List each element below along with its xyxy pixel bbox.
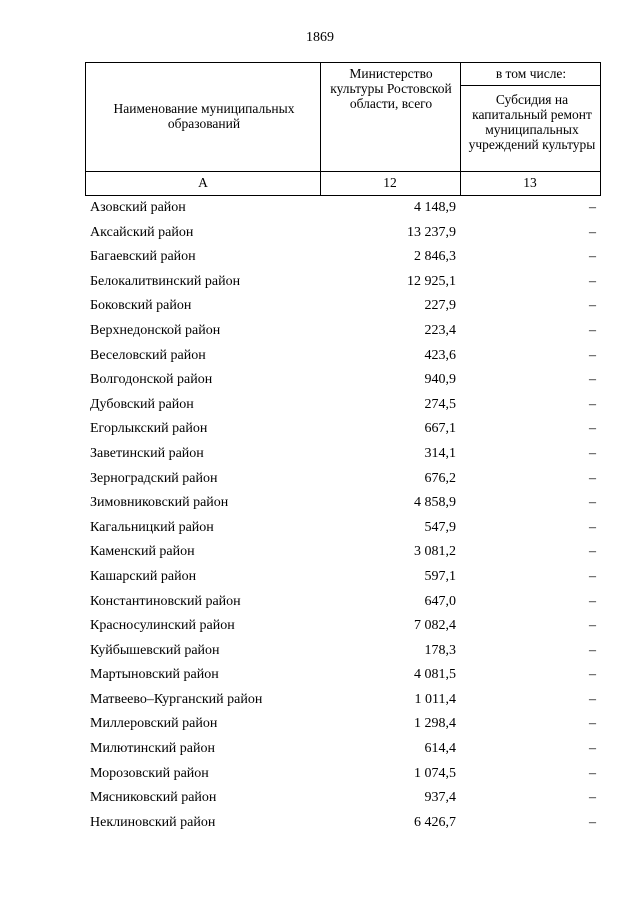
- subsidy-value: –: [589, 273, 596, 289]
- district-name: Куйбышевский район: [90, 642, 220, 658]
- subsidy-value: –: [589, 741, 596, 757]
- total-value: 423,6: [424, 347, 456, 363]
- table-row: [90, 491, 602, 516]
- district-name: Миллеровский район: [90, 716, 218, 732]
- district-name: Азовский район: [90, 200, 186, 215]
- table-row: [90, 639, 602, 664]
- table-row: [90, 393, 602, 418]
- total-value: 547,9: [424, 519, 456, 535]
- district-name: Каменский район: [90, 544, 195, 560]
- total-value: 4 858,9: [414, 495, 456, 511]
- table-row: [90, 737, 602, 762]
- group-title: в том числе:: [495, 66, 567, 81]
- district-name: Верхнедонской район: [90, 322, 221, 338]
- group-underline: [460, 85, 600, 86]
- subsidy-value: –: [589, 249, 596, 265]
- table-row: [90, 467, 602, 492]
- number-row-line: [86, 171, 600, 172]
- subsidy-value: –: [589, 421, 596, 437]
- table-row: [90, 590, 602, 615]
- subsidy-value: –: [589, 396, 596, 412]
- district-name: Боковский район: [90, 298, 192, 314]
- table-row: [90, 811, 602, 836]
- district-name: Зимовниковский район: [90, 495, 229, 511]
- total-value: 614,4: [424, 741, 456, 757]
- col-12-number: 12: [383, 175, 397, 190]
- total-value: 314,1: [424, 445, 456, 461]
- subsidy-value: –: [589, 445, 596, 461]
- table-row: [90, 540, 602, 565]
- district-name: Милютинский район: [90, 741, 216, 757]
- subsidy-value: –: [589, 667, 596, 683]
- table-row: [90, 614, 602, 639]
- total-value: 1 074,5: [414, 765, 456, 781]
- total-value: 647,0: [424, 593, 456, 609]
- district-name: Красносулинский район: [90, 618, 235, 634]
- total-value: 6 426,7: [414, 814, 456, 830]
- table-row: [90, 344, 602, 369]
- district-name: Аксайский район: [90, 224, 194, 240]
- page-number: 1869: [306, 30, 334, 45]
- total-value: 274,5: [424, 396, 456, 412]
- col-12-title: Министерство культуры Ростовской области, всего: [330, 66, 452, 111]
- district-name: Кашарский район: [90, 568, 197, 584]
- table-row: [90, 442, 602, 467]
- total-value: 1 011,4: [414, 691, 456, 707]
- col-13-title: Субсидия на капитальный ремонт муниципальных учреждений культуры: [468, 92, 596, 152]
- total-value: 940,9: [424, 372, 456, 388]
- total-value: 12 925,1: [407, 273, 456, 289]
- district-name: Багаевский район: [90, 249, 196, 265]
- subsidy-value: –: [589, 495, 596, 511]
- subsidy-value: –: [589, 691, 596, 707]
- district-name: Заветинский район: [90, 445, 204, 461]
- district-name: Веселовский район: [90, 347, 206, 363]
- table-row: [90, 368, 602, 393]
- district-name: Дубовский район: [90, 396, 194, 412]
- table-row: [90, 762, 602, 787]
- subsidy-value: –: [589, 470, 596, 486]
- total-value: 7 082,4: [414, 618, 456, 634]
- subsidy-value: –: [589, 519, 596, 535]
- total-value: 667,1: [424, 421, 456, 437]
- total-value: 2 846,3: [414, 249, 456, 265]
- subsidy-value: –: [589, 347, 596, 363]
- subsidy-value: –: [589, 618, 596, 634]
- col-13-number: 13: [523, 175, 537, 190]
- subsidy-value: –: [589, 790, 596, 806]
- total-value: 1 298,4: [414, 716, 456, 732]
- total-value: 4 148,9: [414, 200, 456, 215]
- total-value: 3 081,2: [414, 544, 456, 560]
- subsidy-value: –: [589, 568, 596, 584]
- table-body: [90, 196, 602, 835]
- total-value: 597,1: [424, 568, 456, 584]
- table-row: [90, 319, 602, 344]
- subsidy-value: –: [589, 322, 596, 338]
- subsidy-value: –: [589, 593, 596, 609]
- total-value: 13 237,9: [407, 224, 456, 240]
- subsidy-value: –: [589, 765, 596, 781]
- subsidy-value: –: [589, 200, 596, 215]
- district-name: Мясниковский район: [90, 790, 217, 806]
- table-row: [90, 565, 602, 590]
- table-row: [90, 270, 602, 295]
- district-name: Матвеево–Курганский район: [90, 691, 263, 707]
- table-row: [90, 417, 602, 442]
- total-value: 223,4: [424, 322, 456, 338]
- table-row: [90, 712, 602, 737]
- subsidy-value: –: [589, 224, 596, 240]
- subsidy-value: –: [589, 642, 596, 658]
- table-row: [90, 245, 602, 270]
- table-row: [90, 221, 602, 246]
- district-name: Зерноградский район: [90, 470, 218, 486]
- total-value: 676,2: [424, 470, 456, 486]
- subsidy-value: –: [589, 372, 596, 388]
- total-value: 178,3: [424, 642, 456, 658]
- table-row: [90, 516, 602, 541]
- col-a-number: А: [198, 175, 208, 190]
- table-row: [90, 663, 602, 688]
- district-name: Белокалитвинский район: [90, 273, 241, 289]
- total-value: 937,4: [424, 790, 456, 806]
- district-name: Егорлыкский район: [90, 421, 208, 437]
- col-a-title: Наименование муниципальных образований: [113, 101, 295, 131]
- subsidy-value: –: [589, 544, 596, 560]
- district-name: Кагальницкий район: [90, 519, 214, 535]
- table-row: [90, 196, 602, 221]
- district-name: Неклиновский район: [90, 814, 216, 830]
- table-header: [85, 62, 601, 196]
- subsidy-value: –: [589, 298, 596, 314]
- table-row: [90, 786, 602, 811]
- district-name: Мартыновский район: [90, 667, 219, 683]
- district-name: Волгодонской район: [90, 372, 213, 388]
- table-row: [90, 294, 602, 319]
- table-row: [90, 688, 602, 713]
- subsidy-value: –: [589, 814, 596, 830]
- total-value: 4 081,5: [414, 667, 456, 683]
- subsidy-value: –: [589, 716, 596, 732]
- total-value: 227,9: [424, 298, 456, 314]
- district-name: Константиновский район: [90, 593, 241, 609]
- district-name: Морозовский район: [90, 765, 209, 781]
